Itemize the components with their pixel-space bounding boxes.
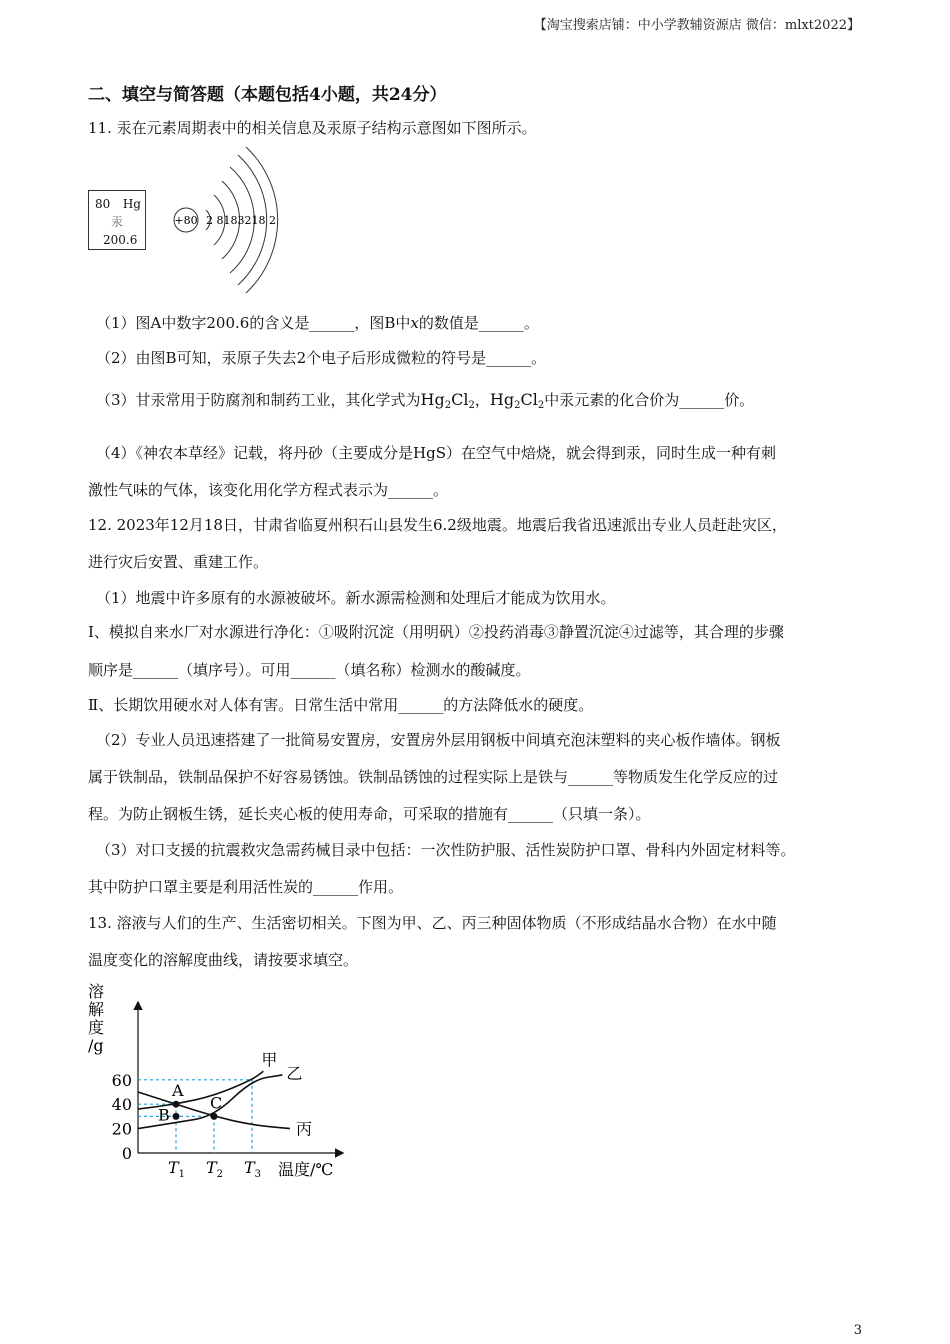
y-axis-label-1: 溶 [88, 982, 105, 1001]
atomic-number: 80 [95, 197, 111, 211]
x-axis-label: 温度/℃ [278, 1160, 334, 1179]
q12-part1-i: Ⅰ、模拟自来水厂对水源进行净化：①吸附沉淀（用明矾）②投药消毒③静置沉淀④过滤等，其合理的步骤 [88, 623, 784, 641]
solubility-chart [80, 975, 360, 1185]
y-tick-20: 20 [111, 1119, 132, 1139]
y-axis-label-3: 度 [88, 1018, 105, 1037]
q11-part4-line2: 激性气味的气体，该变化用化学方程式表示为______。 [88, 481, 449, 499]
atom-structure-figure-b [170, 145, 285, 295]
y-axis-label-4: /g [88, 1036, 104, 1055]
q11-part2: （2）由图B可知，汞原子失去2个电子后形成微粒的符号是______。 [96, 349, 547, 367]
q12-part2-line2: 属于铁制品，铁制品保护不好容易锈蚀。铁制品锈蚀的过程实际上是铁与______等物质发生化学反应的过 [88, 768, 779, 786]
point-a [173, 1101, 180, 1108]
curve-series-1 [138, 1071, 263, 1109]
curve-label-1: 甲 [261, 1050, 278, 1070]
x-tick-3: $T_3$ [244, 1158, 262, 1180]
formula-hg2cl2: $Hg_2Cl_2$ [420, 390, 475, 411]
atomic-mass: 200.6 [103, 233, 138, 247]
y-tick-0: 0 [121, 1144, 132, 1163]
q13-line1: 13. 溶液与人们的生产、生活密切相关。下图为甲、乙、丙三种固体物质（不形成结晶水合物）在水中随 [88, 914, 777, 932]
y-tick-60: 60 [111, 1070, 132, 1090]
x-tick-2: $T_2$ [206, 1158, 224, 1180]
q12-line1: 12. 2023年12月18日，甘肃省临夏州积石山县发生6.2级地震。地震后我省迅速派出专业人员赶赴灾区， [88, 516, 787, 534]
q12-part1-ii: Ⅱ、长期饮用硬水对人体有害。日常生活中常用______的方法降低水的硬度。 [88, 696, 594, 714]
element-name: 汞 [111, 215, 124, 229]
q11-part1: （1）图A中数字200.6的含义是______，图B中x的数值是______。 [96, 314, 539, 332]
curve-label-3: 丙 [296, 1119, 313, 1139]
formula-hg2cl2-repeat: $Hg_2Cl_2$ [489, 390, 545, 411]
q12-part2-line3: 程。为防止钢板生锈，延长夹心板的使用寿命，可采取的措施有______（只填一条）。 [88, 805, 651, 823]
electron-counts: 2 8183218 2 [206, 214, 276, 227]
q12-line2: 进行灾后安置、重建工作。 [88, 553, 269, 571]
element-card-figure-a [88, 190, 146, 250]
q11-part3: （3）甘汞常用于防腐剂和制药工业，其化学式为$Hg_2Cl_2$，$Hg_2Cl_2$中汞元素的化合价为______价。 [96, 390, 755, 411]
q13-line2: 温度变化的溶解度曲线，请按要求填空。 [88, 951, 359, 969]
point-c [211, 1113, 218, 1120]
curve-label-2: 乙 [286, 1063, 303, 1083]
point-label-a: A [172, 1081, 184, 1101]
point-label-c: C [210, 1093, 223, 1113]
section-title: 二、填空与简答题（本题包括4小题，共24分） [88, 85, 447, 105]
q12-part3-line1: （3）对口支援的抗震救灾急需药械目录中包括：一次性防护服、活性炭防护口罩、骨科内外固定材料等。 [96, 841, 796, 859]
y-tick-40: 40 [111, 1095, 132, 1115]
x-tick-1: $T_1$ [168, 1158, 186, 1180]
header-note: 【淘宝搜索店铺：中小学教辅资源店 微信：mlxt2022】 [533, 18, 860, 33]
page-number: 3 [853, 1323, 862, 1338]
q11-part4-line1: （4）《神农本草经》记载，将丹砂（主要成分是HgS）在空气中焙烧，就会得到汞，同时生成一种有刺 [96, 444, 777, 462]
y-axis-label-2: 解 [88, 1000, 105, 1019]
q12-part1: （1）地震中许多原有的水源被破坏。新水源需检测和处理后才能成为饮用水。 [96, 589, 616, 607]
q12-part2-line1: （2）专业人员迅速搭建了一批简易安置房，安置房外层用钢板中间填充泡沫塑料的夹心板作墙体。钢板 [96, 731, 781, 749]
element-symbol: Hg [122, 197, 141, 211]
q12-part3-line2: 其中防护口罩主要是利用活性炭的______作用。 [88, 878, 404, 896]
q11-stem: 11. 汞在元素周期表中的相关信息及汞原子结构示意图如下图所示。 [88, 119, 537, 137]
q12-part1-i-cont: 顺序是______（填序号）。可用______（填名称）检测水的酸碱度。 [88, 661, 531, 679]
nucleus-charge: +80 [174, 214, 198, 227]
point-b [173, 1113, 180, 1120]
point-label-b: B [158, 1105, 170, 1125]
